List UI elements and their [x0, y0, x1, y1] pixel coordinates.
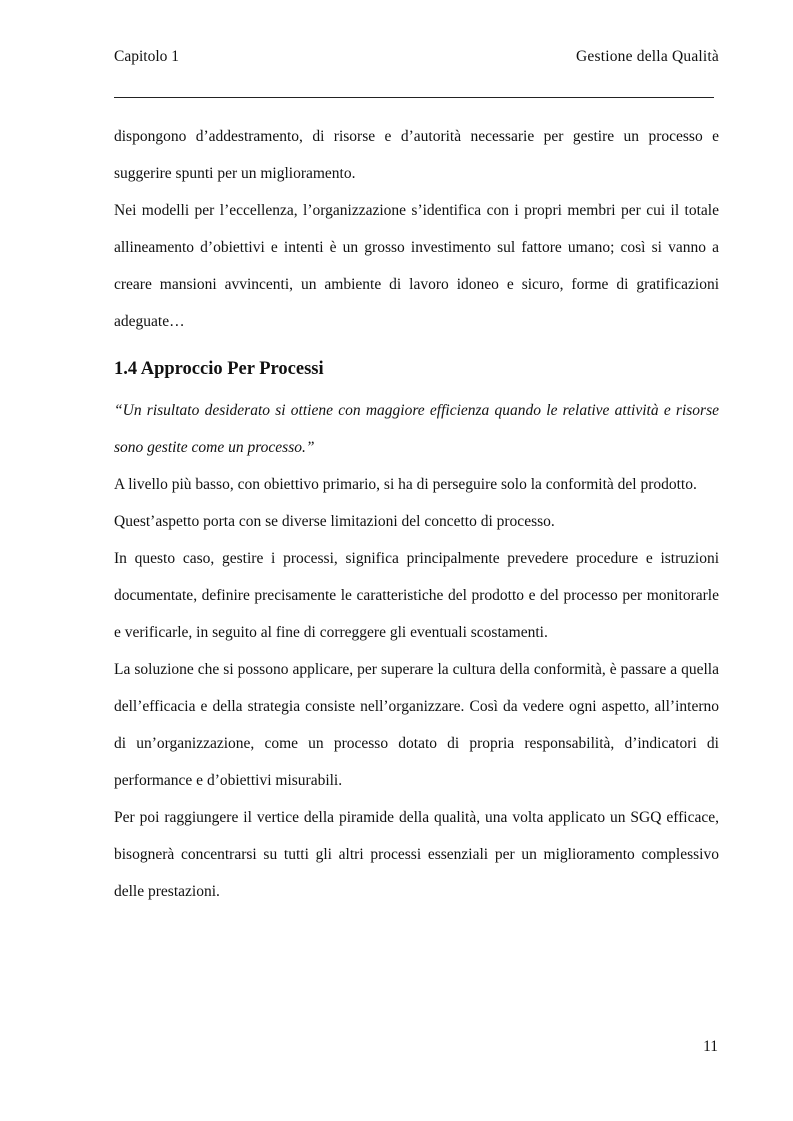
paragraph-process-management: In questo caso, gestire i processi, significa principalmente prevedere procedure e istruzioni documentate, definire precisamente le caratteristiche del prodotto e del processo per monitorarle e verificarle, in seguito al fine di correggere gli eventuali scostamenti.: [114, 550, 719, 641]
paragraph-quality-pyramid: Per poi raggiungere il vertice della piramide della qualità, una volta applicato un SGQ efficace, bisognerà concentrarsi su tutti gli altri processi essenziali per un miglioramento complessivo delle prestazioni.: [114, 809, 719, 900]
running-header: [114, 48, 719, 70]
paragraph-continuation: dispongono d’addestramento, di risorse e d’autorità necessarie per gestire un processo e suggerire spunti per un miglioramento.: [114, 128, 719, 182]
page-number: 11: [703, 1038, 718, 1055]
section-heading: 1.4 Approccio Per Processi: [114, 359, 324, 379]
paragraph-effectiveness-strategy: La soluzione che si possono applicare, per superare la cultura della conformità, è passare a quella dell’efficacia e della strategia consiste nell’organizzare. Così da vedere ogni aspetto, all’interno di un’organizzazione, come un processo dotato di propria responsabilità, d’indicatori di performance e d’obiettivi misurabili.: [114, 661, 719, 789]
paragraph-excellence-models: Nei modelli per l’eccellenza, l’organizzazione s’identifica con i propri membri per cui il totale allineamento d’obiettivi e intenti è un grosso investimento sul fattore umano; così si vanno a creare mansioni avvincenti, un ambiente di lavoro idoneo e sicuro, forme di gratificazioni adeguate…: [114, 202, 719, 330]
chapter-label: Capitolo 1: [114, 48, 180, 65]
paragraph-limitations: Quest’aspetto porta con se diverse limitazioni del concetto di processo.: [114, 513, 555, 530]
paragraph-conformity: A livello più basso, con obiettivo primario, si ha di perseguire solo la conformità del prodotto.: [114, 476, 697, 493]
header-divider: [114, 97, 714, 98]
page-body: [114, 118, 719, 910]
principle-quote: “Un risultato desiderato si ottiene con maggiore efficienza quando le relative attività e risorse sono gestite come un processo.”: [114, 402, 719, 456]
section-title: Gestione della Qualità: [576, 48, 719, 65]
